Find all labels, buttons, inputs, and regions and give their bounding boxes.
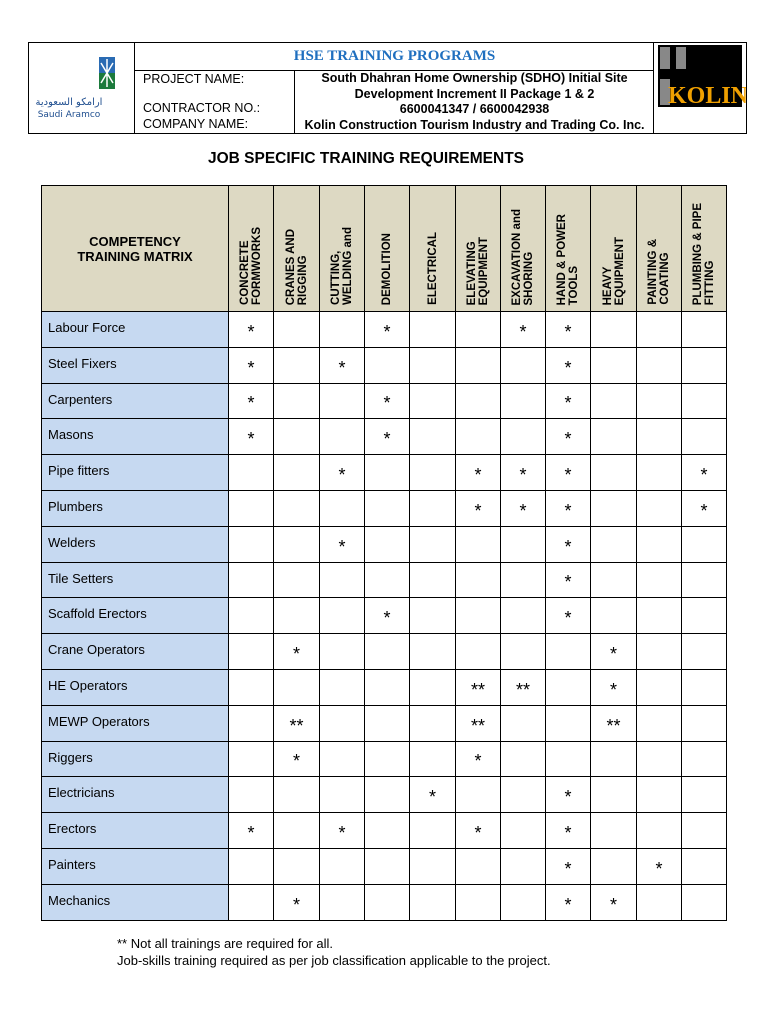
requirement-cell: * [546,884,591,920]
requirement-cell [637,383,682,419]
requirement-cell [410,347,456,383]
requirement-cell [682,705,727,741]
requirement-cell [637,813,682,849]
requirement-cell [546,741,591,777]
job-title-cell: Erectors [42,813,229,849]
saudi-aramco-logo [29,43,135,133]
requirement-cell [501,884,546,920]
column-header-label: CUTTING, WELDING and [330,227,354,305]
requirement-cell [365,347,410,383]
requirement-cell [365,813,410,849]
requirement-cell: * [320,813,365,849]
requirement-cell [365,562,410,598]
column-header-label: CRANES AND RIGGING [284,228,309,305]
requirement-cell: * [546,419,591,455]
job-title-cell: Plumbers [42,490,229,526]
requirement-cell [320,490,365,526]
requirement-cell [229,705,274,741]
requirement-cell [410,598,456,634]
requirement-cell [501,705,546,741]
footnote: ** Not all trainings are required for all. [117,936,334,951]
requirement-cell [501,419,546,455]
requirement-cell [591,848,637,884]
requirement-cell [365,705,410,741]
requirement-cell: * [591,634,637,670]
requirement-cell [501,848,546,884]
requirement-cell: * [229,312,274,348]
requirement-cell [410,669,456,705]
requirement-cell: * [591,669,637,705]
requirement-cell [229,598,274,634]
column-header [274,186,320,312]
requirement-cell [637,455,682,491]
job-title-cell: Labour Force [42,312,229,348]
requirement-cell [637,884,682,920]
table-row [42,312,727,348]
column-header [456,186,501,312]
requirement-cell [229,634,274,670]
requirement-cell [501,383,546,419]
svg-text:KOLIN: KOLIN [667,83,746,109]
requirement-cell [591,526,637,562]
requirement-cell [229,777,274,813]
column-header-label: HAND & POWER TOOLS [556,213,580,305]
requirement-cell [365,848,410,884]
column-header-label: PAINTING & COATING [647,239,671,305]
requirement-cell [637,419,682,455]
footnotes [117,935,551,969]
requirement-cell [637,634,682,670]
job-title-cell: Masons [42,419,229,455]
table-row [42,419,727,455]
document-header [28,42,747,134]
requirement-cell [229,455,274,491]
column-header [365,186,410,312]
requirement-cell [320,741,365,777]
requirement-cell [274,669,320,705]
requirement-cell: * [274,634,320,670]
requirement-cell [456,383,501,419]
requirement-cell [591,777,637,813]
requirement-cell [274,383,320,419]
requirement-cell [637,741,682,777]
job-title-cell: Tile Setters [42,562,229,598]
requirement-cell [546,705,591,741]
requirement-cell: * [229,813,274,849]
requirement-cell [365,634,410,670]
contractor-no-label: CONTRACTOR NO.: [143,101,261,115]
requirement-cell [501,777,546,813]
requirement-cell [229,562,274,598]
requirement-cell [456,848,501,884]
requirement-cell: * [682,490,727,526]
requirement-cell [320,598,365,634]
requirement-cell: * [456,741,501,777]
requirement-cell: ** [456,705,501,741]
requirement-cell [591,741,637,777]
requirement-cell: * [320,526,365,562]
requirement-cell [456,312,501,348]
requirement-cell: ** [501,669,546,705]
requirement-cell: * [546,383,591,419]
requirement-cell: * [320,347,365,383]
requirement-cell [682,741,727,777]
table-row [42,813,727,849]
requirement-cell: * [546,598,591,634]
company-name-label: COMPANY NAME: [143,117,249,131]
table-row [42,848,727,884]
requirement-cell: * [637,848,682,884]
requirement-cell [274,347,320,383]
table-row [42,598,727,634]
column-header [229,186,274,312]
requirement-cell [229,490,274,526]
project-name-line-1: South Dhahran Home Ownership (SDHO) Initial Site [321,71,628,85]
requirement-cell: * [546,312,591,348]
requirement-cell [501,526,546,562]
table-row [42,777,727,813]
requirement-cell [501,741,546,777]
column-header-label: CONCRETE FORMWORKS [239,227,263,305]
requirement-cell [365,884,410,920]
requirement-cell [591,383,637,419]
column-header-label: ELECTRICAL [426,232,439,305]
requirement-cell [320,848,365,884]
header-row [42,186,727,312]
table-row [42,526,727,562]
column-header-label: HEAVY EQUIPMENT [601,236,626,305]
column-header [410,186,456,312]
requirement-cell [274,455,320,491]
requirement-cell [637,598,682,634]
requirement-cell [410,383,456,419]
column-header [501,186,546,312]
table-row [42,383,727,419]
requirement-cell: * [274,741,320,777]
requirement-cell [682,526,727,562]
training-matrix-table [41,185,727,921]
job-title-cell: Mechanics [42,884,229,920]
requirement-cell [320,562,365,598]
requirement-cell [546,634,591,670]
requirement-cell: * [501,455,546,491]
requirement-cell: * [456,455,501,491]
requirement-cell [229,848,274,884]
column-header [682,186,727,312]
requirement-cell [682,312,727,348]
requirement-cell [637,312,682,348]
requirement-cell [456,347,501,383]
requirement-cell [274,526,320,562]
requirement-cell [320,383,365,419]
requirement-cell [456,634,501,670]
matrix-corner-label: COMPETENCY TRAINING MATRIX [42,186,229,312]
svg-text:ارامكو السعودية: ارامكو السعودية [35,97,103,108]
requirement-cell [637,777,682,813]
requirement-cell: * [546,813,591,849]
table-row [42,455,727,491]
requirement-cell [229,669,274,705]
requirement-cell: ** [456,669,501,705]
requirement-cell [682,884,727,920]
requirement-cell: * [320,455,365,491]
job-title-cell: Steel Fixers [42,347,229,383]
requirement-cell [229,526,274,562]
column-header [546,186,591,312]
requirement-cell [274,813,320,849]
requirement-cell [456,598,501,634]
requirement-cell [637,347,682,383]
requirement-cell [410,562,456,598]
requirement-cell [637,669,682,705]
requirement-cell [456,777,501,813]
requirement-cell: ** [591,705,637,741]
requirement-cell [501,347,546,383]
requirement-cell: * [365,312,410,348]
requirement-cell [274,777,320,813]
contractor-no-value: 6600041347 / 6600042938 [399,102,550,116]
requirement-cell: * [365,598,410,634]
column-header-label: ELEVATING EQUIPMENT [466,236,490,305]
column-header-label: DEMOLITION [381,232,393,305]
requirement-cell [410,490,456,526]
column-header-label: EXCAVATION and SHORING [511,208,535,305]
requirement-cell [320,705,365,741]
requirement-cell [410,813,456,849]
requirement-cell [682,777,727,813]
requirement-cell: * [501,490,546,526]
requirement-cell [365,526,410,562]
requirement-cell [456,884,501,920]
requirement-cell [410,705,456,741]
table-row [42,669,727,705]
requirement-cell [320,884,365,920]
requirement-cell [591,419,637,455]
requirement-cell [410,312,456,348]
requirement-cell: * [229,383,274,419]
requirement-cell: * [274,884,320,920]
svg-text:Saudi Aramco: Saudi Aramco [37,110,101,120]
requirement-cell [274,490,320,526]
job-title-cell: Scaffold Erectors [42,598,229,634]
requirement-cell [456,419,501,455]
job-title-cell: Carpenters [42,383,229,419]
requirement-cell: * [365,383,410,419]
company-name-value: Kolin Construction Tourism Industry and Trading Co. Inc. [304,117,645,132]
requirement-cell: * [365,419,410,455]
requirement-cell: * [501,312,546,348]
requirement-cell [501,562,546,598]
requirement-cell: * [546,526,591,562]
requirement-cell [591,598,637,634]
table-row [42,705,727,741]
requirement-cell [320,634,365,670]
requirement-cell [682,813,727,849]
table-row [42,884,727,920]
column-header [320,186,365,312]
requirement-cell: * [229,347,274,383]
requirement-cell: ** [274,705,320,741]
job-title-cell: Crane Operators [42,634,229,670]
requirement-cell [274,562,320,598]
requirement-cell: * [456,813,501,849]
requirement-cell [410,455,456,491]
requirement-cell [320,669,365,705]
table-row [42,347,727,383]
requirement-cell [274,598,320,634]
requirement-cell [501,813,546,849]
requirement-cell: * [229,419,274,455]
requirement-cell: * [456,490,501,526]
requirement-cell [682,383,727,419]
requirement-cell [365,455,410,491]
kolin-logo [653,43,746,133]
job-title-cell: Welders [42,526,229,562]
requirement-cell [410,634,456,670]
requirement-cell [365,741,410,777]
column-header [637,186,682,312]
requirement-cell [320,312,365,348]
requirement-cell [682,598,727,634]
requirement-cell [501,598,546,634]
requirement-cell [274,419,320,455]
requirement-cell [365,669,410,705]
requirement-cell: * [546,347,591,383]
column-header [591,186,637,312]
requirement-cell [410,884,456,920]
requirement-cell: * [546,848,591,884]
requirement-cell [682,634,727,670]
job-title-cell: HE Operators [42,669,229,705]
requirement-cell [410,526,456,562]
requirement-cell [456,526,501,562]
requirement-cell [546,669,591,705]
requirement-cell [682,347,727,383]
table-row [42,562,727,598]
requirement-cell [365,777,410,813]
requirement-cell: * [546,455,591,491]
project-name-line-2: Development Increment II Package 1 & 2 [354,86,595,101]
column-header-label: PLUMBING & PIPE FITTING [692,202,716,305]
job-title-cell: Riggers [42,741,229,777]
requirement-cell: * [546,490,591,526]
requirement-cell [274,848,320,884]
requirement-cell [320,419,365,455]
requirement-cell [501,634,546,670]
requirement-cell [682,562,727,598]
requirement-cell: * [546,562,591,598]
table-row [42,634,727,670]
requirement-cell [365,490,410,526]
requirement-cell [320,777,365,813]
page-title: JOB SPECIFIC TRAINING REQUIREMENTS [207,150,525,167]
requirement-cell [591,813,637,849]
requirement-cell [410,848,456,884]
requirement-cell [410,741,456,777]
requirement-cell: * [591,884,637,920]
table-row [42,741,727,777]
requirement-cell [591,490,637,526]
requirement-cell [637,562,682,598]
requirement-cell: * [410,777,456,813]
program-title: HSE TRAINING PROGRAMS [135,43,654,71]
requirement-cell [274,312,320,348]
requirement-cell [637,490,682,526]
table-row [42,490,727,526]
requirement-cell: * [682,455,727,491]
project-name-label: PROJECT NAME: [143,72,245,86]
requirement-cell [229,884,274,920]
requirement-cell [410,419,456,455]
requirement-cell [682,848,727,884]
requirement-cell [591,347,637,383]
job-title-cell: Painters [42,848,229,884]
requirement-cell [637,705,682,741]
job-title-cell: Pipe fitters [42,455,229,491]
requirement-cell: * [546,777,591,813]
requirement-cell [591,455,637,491]
job-title-cell: Electricians [42,777,229,813]
requirement-cell [591,312,637,348]
requirement-cell [682,419,727,455]
requirement-cell [229,741,274,777]
requirement-cell [637,526,682,562]
job-title-cell: MEWP Operators [42,705,229,741]
requirement-cell [456,562,501,598]
requirement-cell [591,562,637,598]
requirement-cell [682,669,727,705]
footnote: Job-skills training required as per job classification applicable to the project. [117,953,551,968]
